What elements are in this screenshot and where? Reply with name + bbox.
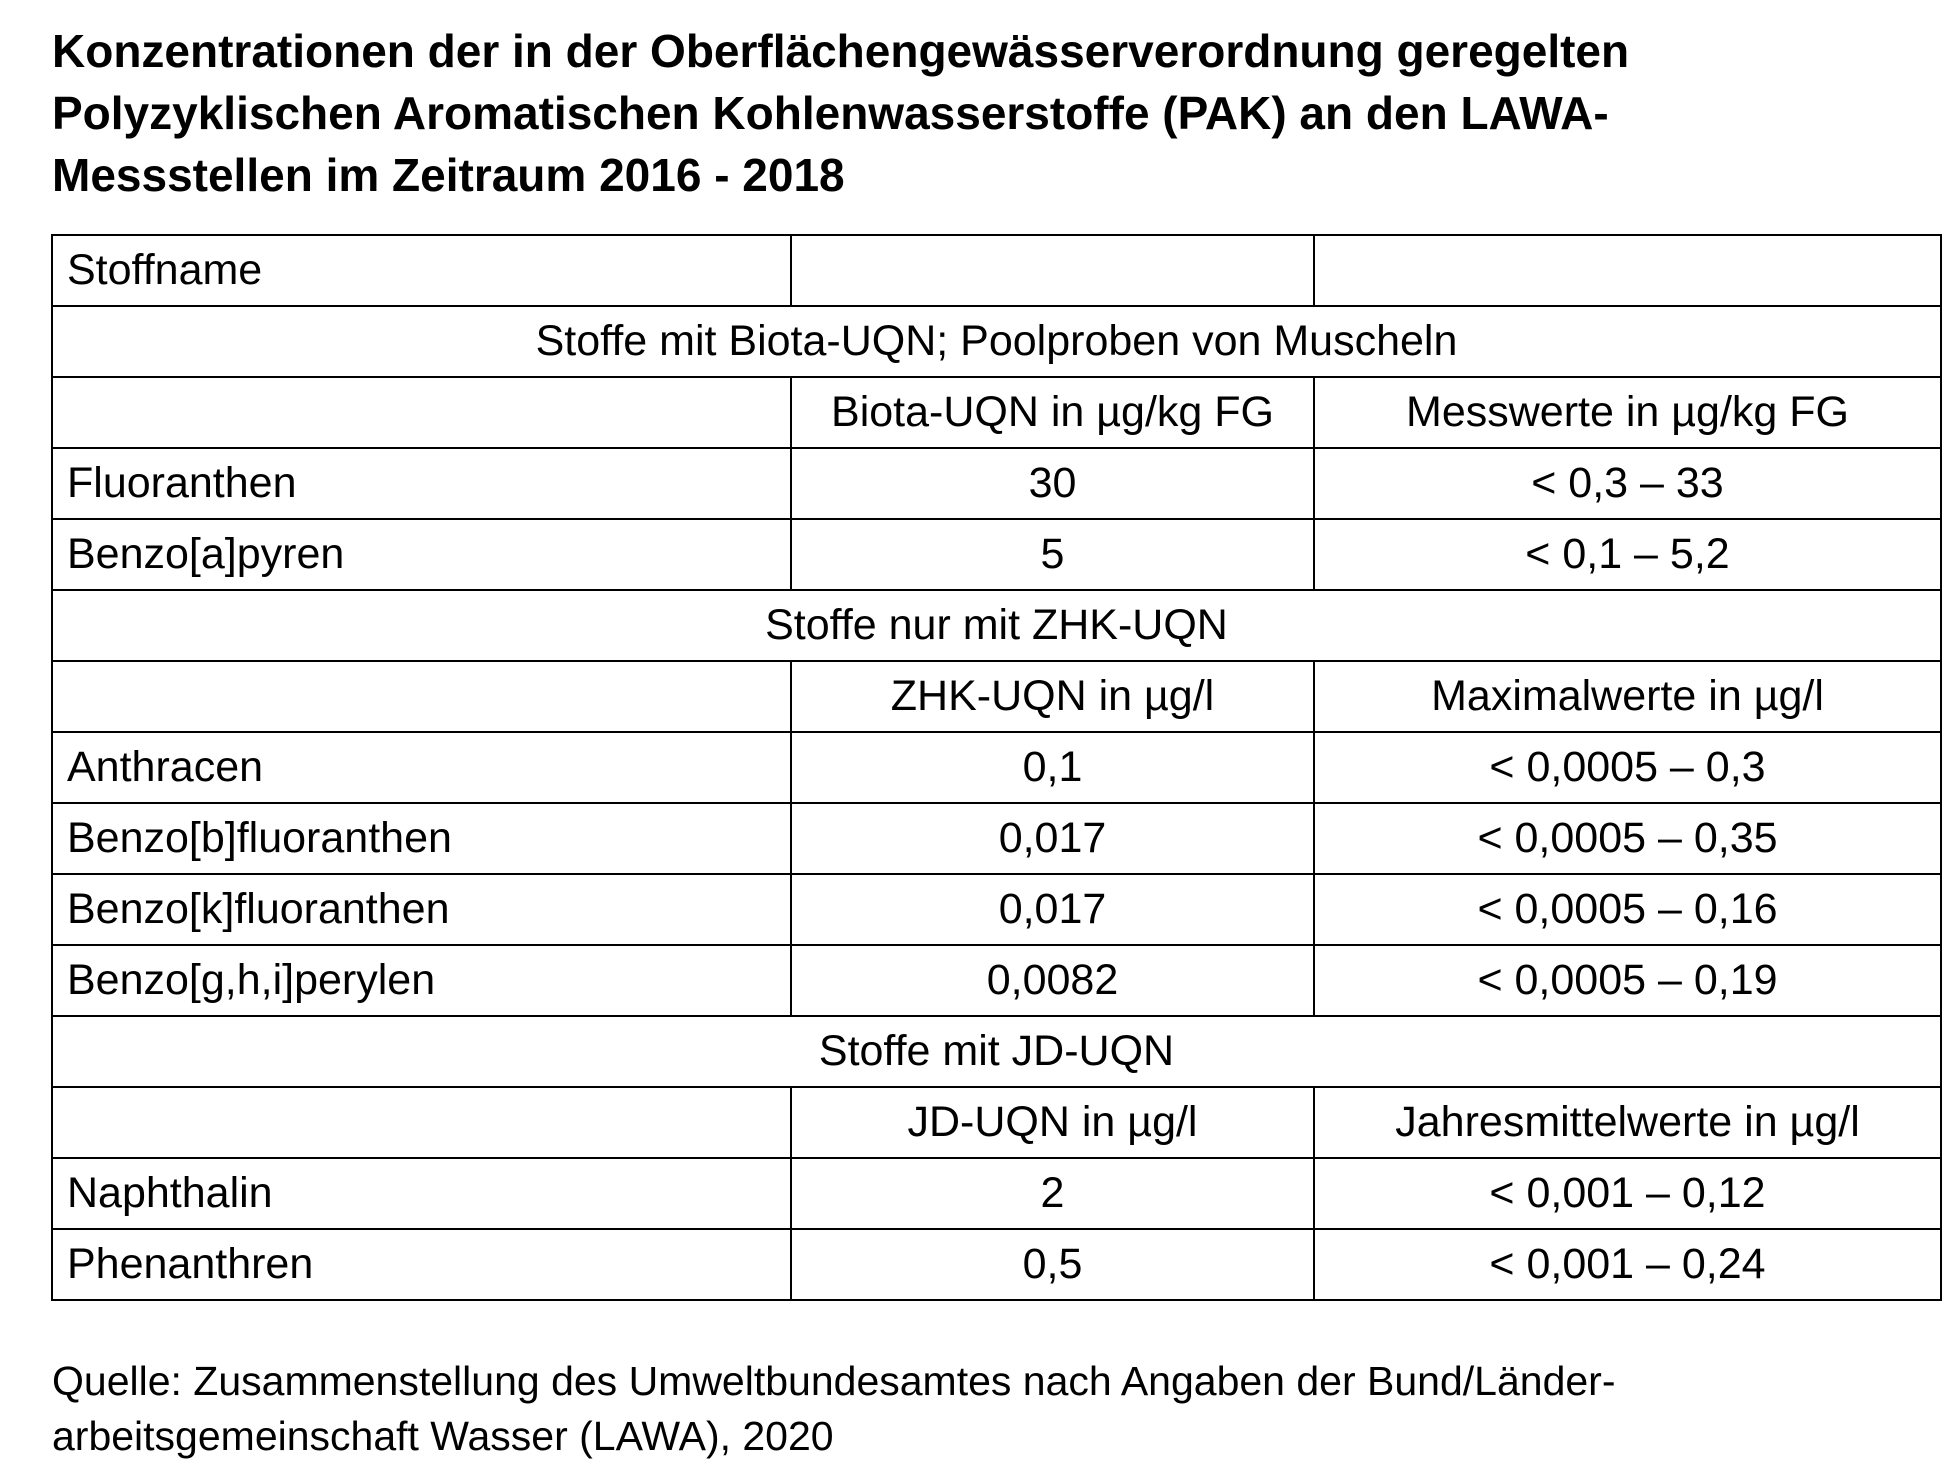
section-title-row [52, 590, 1941, 661]
substance-name: Benzo[k]fluoranthen [52, 874, 791, 945]
column-label-empty [52, 661, 791, 732]
source-line: Quelle: Zusammenstellung des Umweltbundesamtes nach Angaben der Bund/Länder- [52, 1358, 1616, 1404]
uqn-value: 0,017 [791, 874, 1314, 945]
page-title [52, 20, 1902, 206]
uqn-value: 0,017 [791, 803, 1314, 874]
substance-name: Fluoranthen [52, 448, 791, 519]
table-row [52, 874, 1941, 945]
measured-value: < 0,0005 – 0,35 [1314, 803, 1941, 874]
header-col2 [791, 235, 1314, 306]
section-title-row [52, 1016, 1941, 1087]
substance-name: Benzo[g,h,i]perylen [52, 945, 791, 1016]
measured-value: < 0,0005 – 0,19 [1314, 945, 1941, 1016]
table-header-row [52, 235, 1941, 306]
column-label-values: Jahresmittelwerte in µg/l [1314, 1087, 1941, 1158]
section-column-labels-row [52, 1087, 1941, 1158]
header-col3 [1314, 235, 1941, 306]
section-title-biota: Stoffe mit Biota-UQN; Poolproben von Muscheln [52, 306, 1941, 377]
measured-value: < 0,001 – 0,24 [1314, 1229, 1941, 1300]
column-label-values: Maximalwerte in µg/l [1314, 661, 1941, 732]
table-row [52, 945, 1941, 1016]
measured-value: < 0,3 – 33 [1314, 448, 1941, 519]
table-row [52, 1229, 1941, 1300]
section-title-zhk: Stoffe nur mit ZHK-UQN [52, 590, 1941, 661]
substance-name: Benzo[b]fluoranthen [52, 803, 791, 874]
column-label-values: Messwerte in µg/kg FG [1314, 377, 1941, 448]
measured-value: < 0,001 – 0,12 [1314, 1158, 1941, 1229]
source-line: arbeitsgemeinschaft Wasser (LAWA), 2020 [52, 1413, 834, 1459]
table-row [52, 732, 1941, 803]
measured-value: < 0,1 – 5,2 [1314, 519, 1941, 590]
uqn-value: 0,1 [791, 732, 1314, 803]
column-label-uqn: JD-UQN in µg/l [791, 1087, 1314, 1158]
uqn-value: 30 [791, 448, 1314, 519]
table-row [52, 448, 1941, 519]
section-title-row [52, 306, 1941, 377]
uqn-value: 5 [791, 519, 1314, 590]
column-label-empty [52, 377, 791, 448]
section-column-labels-row [52, 661, 1941, 732]
column-label-uqn: Biota-UQN in µg/kg FG [791, 377, 1314, 448]
source-note [52, 1354, 1912, 1464]
title-line: Polyzyklischen Aromatischen Kohlenwasserstoffe (PAK) an den LAWA- [52, 87, 1609, 139]
substance-name: Phenanthren [52, 1229, 791, 1300]
measured-value: < 0,0005 – 0,16 [1314, 874, 1941, 945]
column-label-uqn: ZHK-UQN in µg/l [791, 661, 1314, 732]
uqn-value: 2 [791, 1158, 1314, 1229]
section-title-jd: Stoffe mit JD-UQN [52, 1016, 1941, 1087]
title-line: Konzentrationen der in der Oberflächengewässerverordnung geregelten [52, 25, 1630, 77]
section-column-labels-row [52, 377, 1941, 448]
header-stoffname: Stoffname [52, 235, 791, 306]
pak-concentration-table [51, 234, 1942, 1301]
title-line: Messstellen im Zeitraum 2016 - 2018 [52, 149, 845, 201]
uqn-value: 0,5 [791, 1229, 1314, 1300]
uqn-value: 0,0082 [791, 945, 1314, 1016]
substance-name: Benzo[a]pyren [52, 519, 791, 590]
column-label-empty [52, 1087, 791, 1158]
substance-name: Anthracen [52, 732, 791, 803]
table-row [52, 1158, 1941, 1229]
table-row [52, 519, 1941, 590]
measured-value: < 0,0005 – 0,3 [1314, 732, 1941, 803]
table-row [52, 803, 1941, 874]
substance-name: Naphthalin [52, 1158, 791, 1229]
